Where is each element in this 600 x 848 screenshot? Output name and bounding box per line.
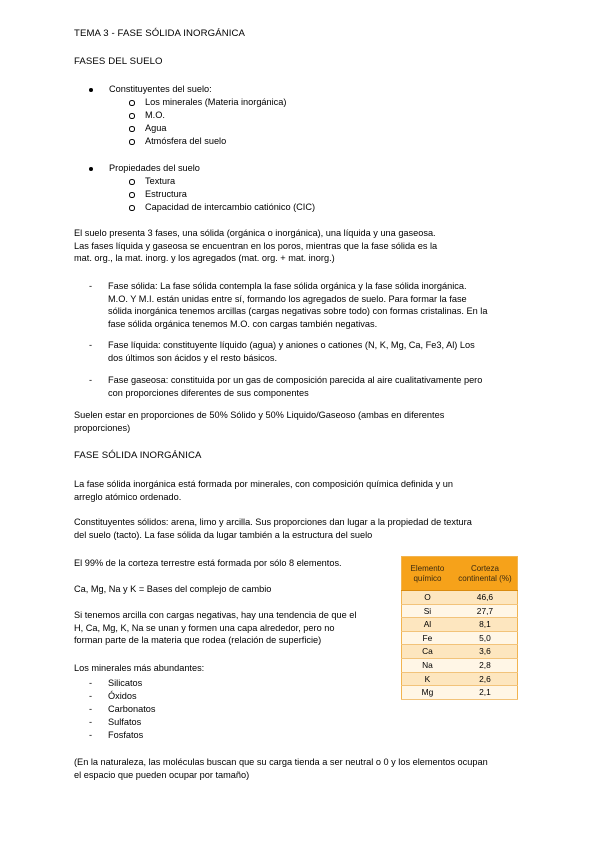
table-row: O 46,6 <box>402 591 518 605</box>
bullet-dot-icon <box>89 167 93 171</box>
table-row: Si 27,7 <box>402 604 518 618</box>
circle-bullet-icon <box>129 126 135 132</box>
definition-paragraph: La fase sólida inorgánica está formada por minerales, con composición química definida y un arreglo atómico ordenado. <box>74 479 453 502</box>
circle-bullet-icon <box>129 139 135 145</box>
bullet-label: Constituyentes del suelo: <box>109 84 212 94</box>
bullet-dot-icon <box>89 88 93 92</box>
table-row: K 2,6 <box>402 672 518 686</box>
table-row: Al 8,1 <box>402 618 518 632</box>
table-header-row <box>402 557 518 591</box>
bases-sentence: Ca, Mg, Na y K = Bases del complejo de cambio <box>74 584 272 594</box>
table-row: Fe 5,0 <box>402 631 518 645</box>
table-row: Ca 3,6 <box>402 645 518 659</box>
page-title: TEMA 3 - FASE SÓLIDA INORGÁNICA <box>74 28 246 39</box>
element-table <box>401 556 518 700</box>
circle-bullet-icon <box>129 179 135 185</box>
table-row: Na 2,8 <box>402 658 518 672</box>
section-heading-inorganica: FASE SÓLIDA INORGÁNICA <box>74 450 202 461</box>
section-heading-fases: FASES DEL SUELO <box>74 56 163 67</box>
constituents-paragraph: Constituyentes sólidos: arena, limo y arcilla. Sus proporciones dan lugar a la propiedad de textura del suelo (tacto). La fase sólida da lugar también a la estructura del suelo <box>74 517 472 540</box>
circle-bullet-icon <box>129 192 135 198</box>
table-row: Mg 2,1 <box>402 686 518 700</box>
circle-bullet-icon <box>129 100 135 106</box>
proportions-paragraph: Suelen estar en proporciones de 50% Sólido y 50% Liquido/Gaseoso (ambas en diferentes proporciones) <box>74 410 445 433</box>
bullet-label: Propiedades del suelo <box>109 163 200 173</box>
circle-bullet-icon <box>129 113 135 119</box>
circle-bullet-icon <box>129 205 135 211</box>
header-element: Elemento químico <box>402 557 453 591</box>
crust-sentence: El 99% de la corteza terrestre está formada por sólo 8 elementos. <box>74 558 342 568</box>
closing-paragraph: (En la naturaleza, las moléculas buscan que su carga tienda a ser neutral o 0 y los elementos ocupan el espacio que pueden ocupar por tamaño) <box>74 757 488 780</box>
minerals-heading: Los minerales más abundantes: <box>74 663 205 673</box>
clay-paragraph: Si tenemos arcilla con cargas negativas, hay una tendencia de que el H, Ca, Mg, K, Na se unan y formen una capa alrededor, pero no forman parte de la materia que rodea (relación de superficie) <box>74 610 357 646</box>
intro-paragraph: El suelo presenta 3 fases, una sólida (orgánica o inorgánica), una líquida y una gaseosa. Las fases líquida y gaseosa se encuentran en los poros, mientras que la fase sólida es la mat. org., la mat. inorg. y los agregados (mat. org. + mat. inorg.) <box>74 228 438 264</box>
header-crust: Corteza continental (%) <box>453 557 518 591</box>
